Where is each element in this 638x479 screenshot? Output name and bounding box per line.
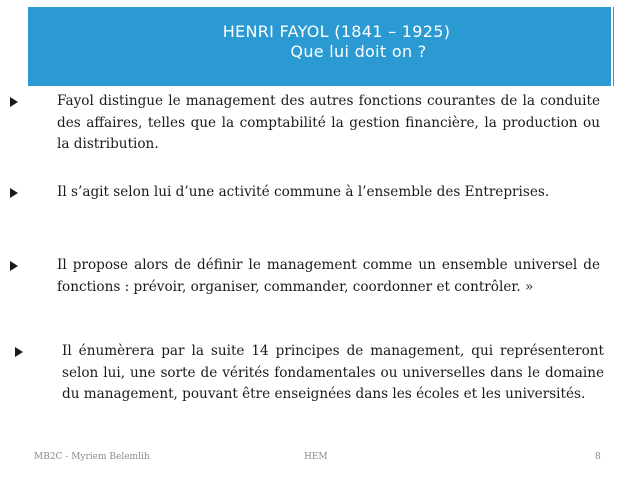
slide-title-bar (28, 7, 614, 86)
arrow-right-icon (10, 97, 18, 107)
slide-title-line-1: HENRI FAYOL (1841 – 1925) (222, 22, 451, 41)
bullet-text-2: Il s’agit selon lui d’une activité commune à l’ensemble des Entreprises. (57, 184, 550, 200)
arrow-right-icon (10, 188, 18, 198)
footer-institution: HEM (304, 452, 328, 462)
bullet-text-4: Il énumèrera par la suite 14 principes de management, qui représenteront selon lui, une sorte de vérités fondamentales ou universelles dans le domaine du management, pouvant être enseignées dans les écoles et les universités. (62, 343, 604, 402)
slide-title (28, 22, 611, 62)
footer-author: MB2C - Myriem Belemlih (34, 452, 150, 462)
arrow-right-icon (10, 261, 18, 271)
arrow-right-icon (15, 347, 23, 357)
bullet-text-3: Il propose alors de définir le management comme un ensemble universel de fonctions : prévoir, organiser, commander, coordonner et contrôler. » (57, 257, 600, 295)
footer-page-number: 8 (595, 452, 601, 462)
slide-title-line-2: Que lui doit on ? (290, 42, 427, 61)
bullet-text-1: Fayol distingue le management des autres fonctions courantes de la conduite des affaires, telles que la comptabilité la gestion financière, la production ou la distribution. (57, 93, 600, 152)
